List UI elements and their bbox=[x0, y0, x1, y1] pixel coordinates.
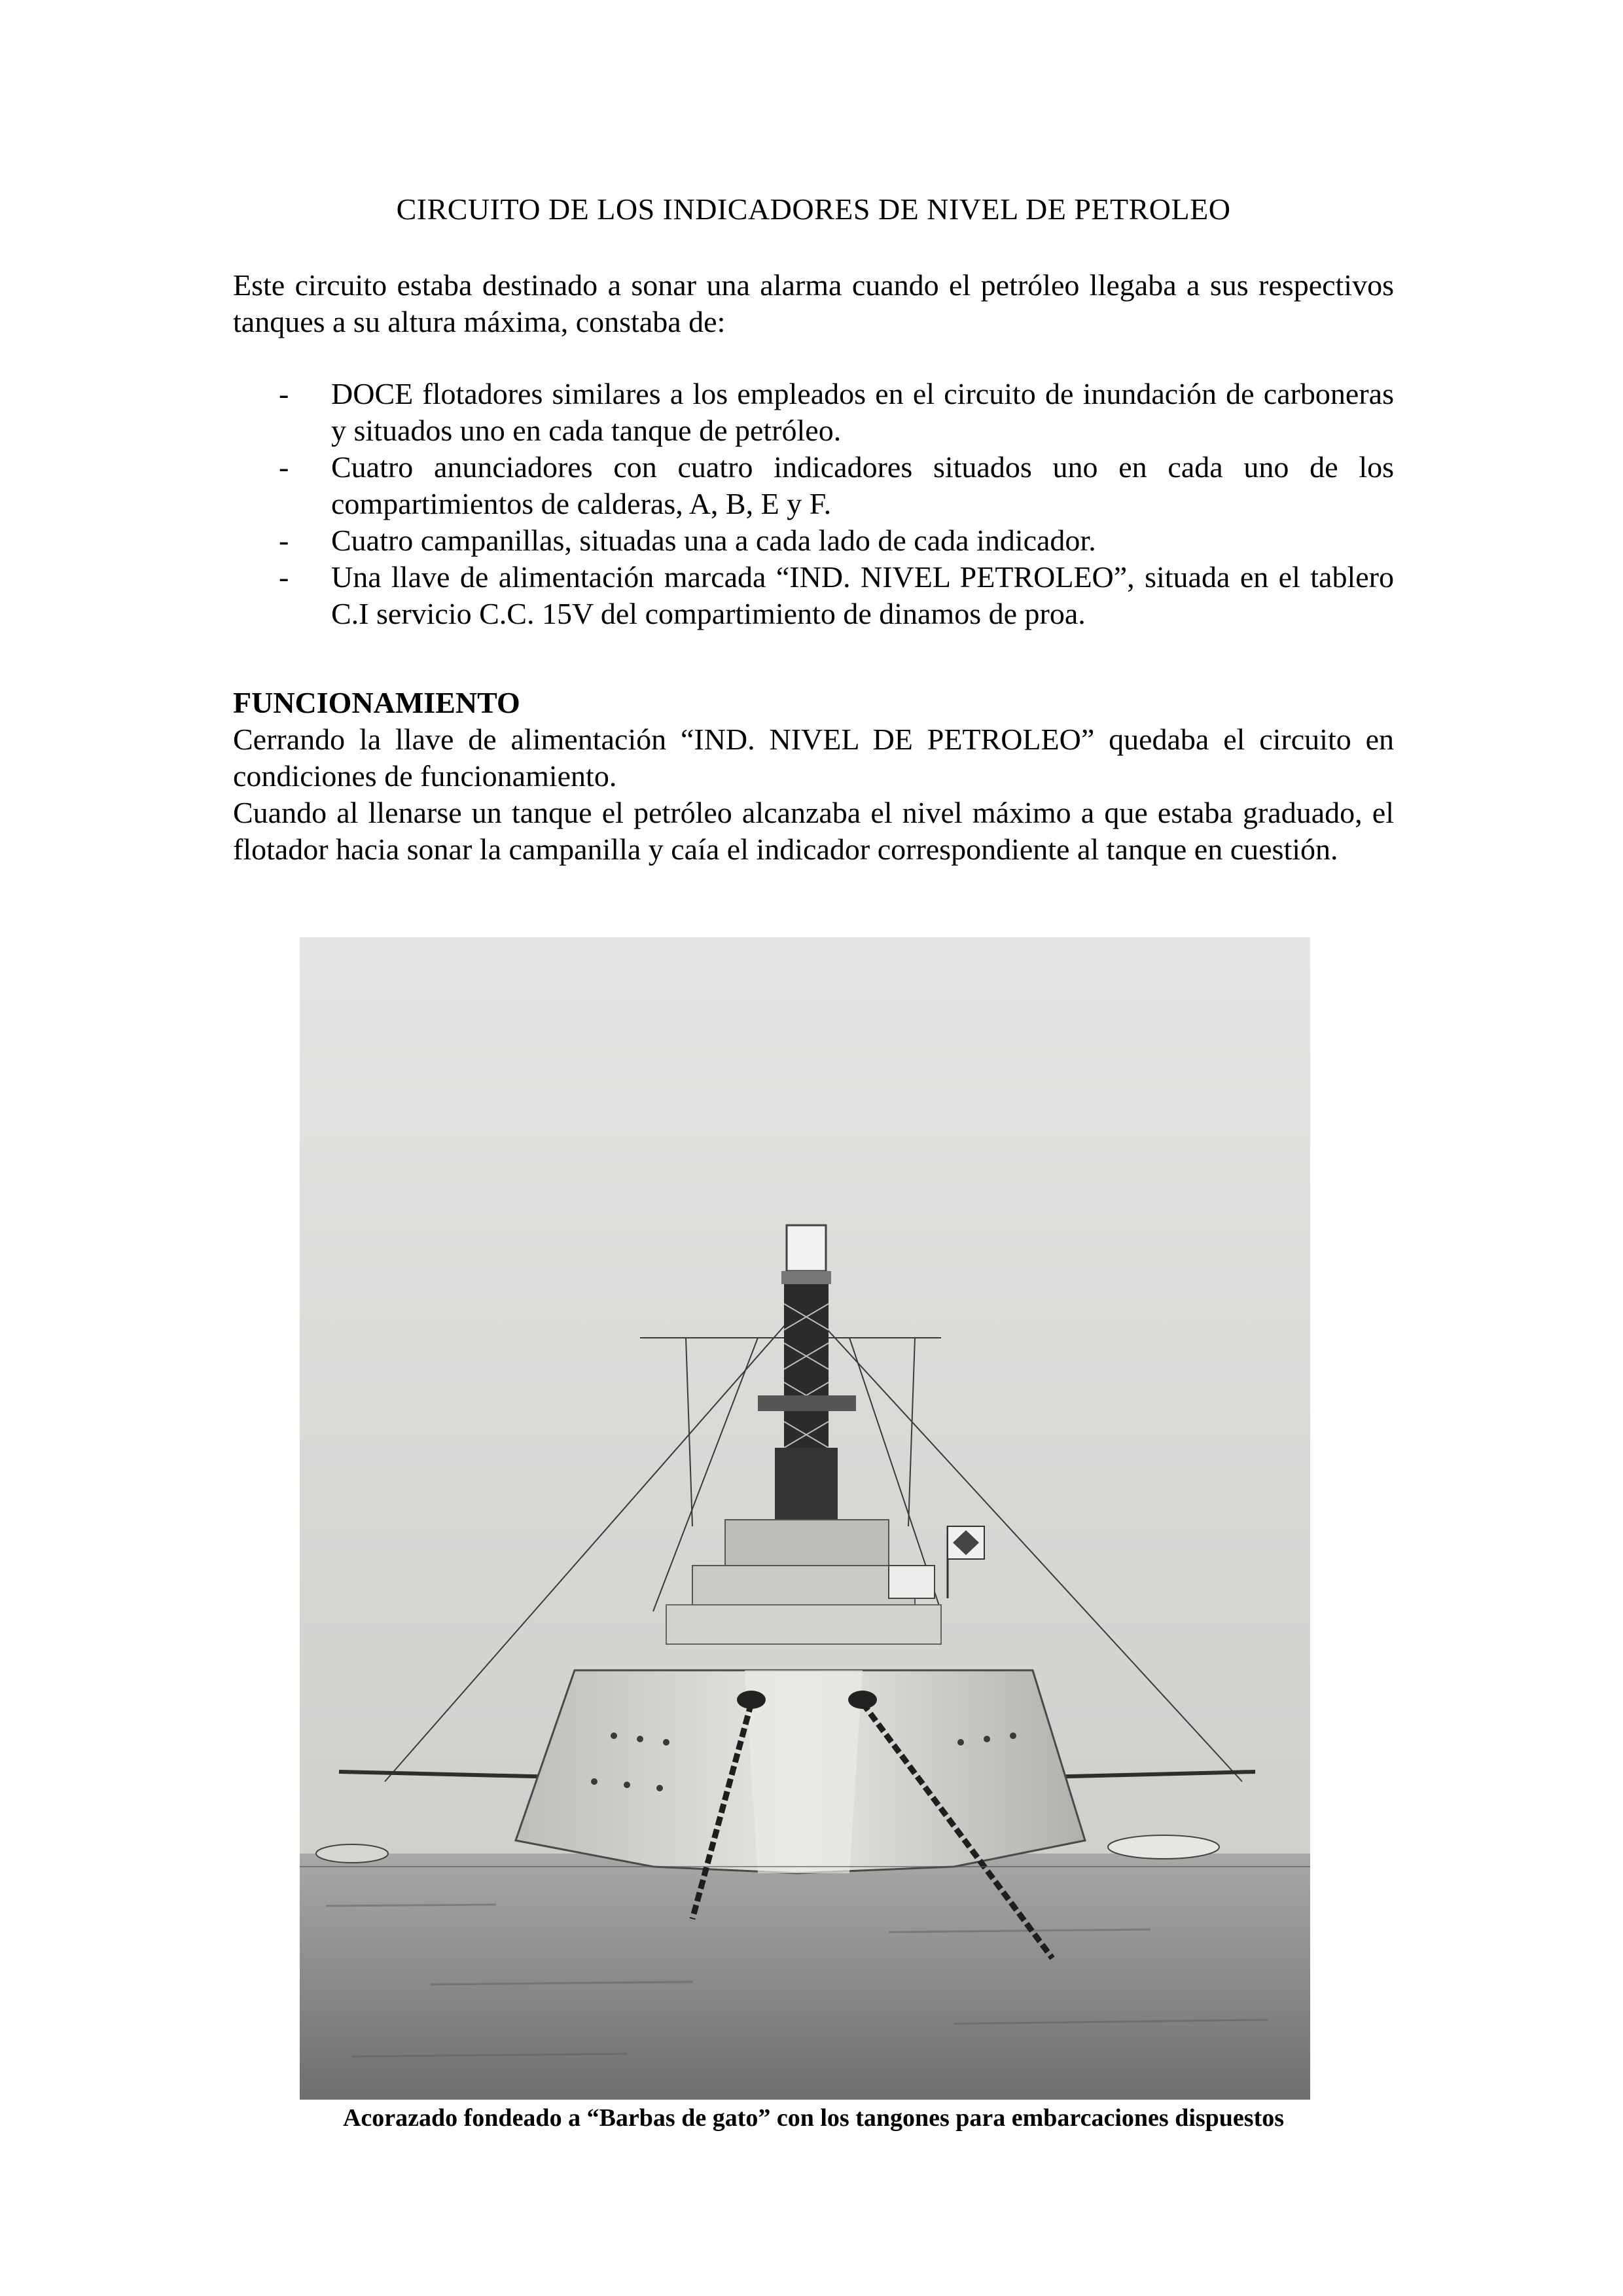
list-item bbox=[233, 376, 1394, 449]
functioning-paragraph-1: Cerrando la llave de alimentación “IND. NIVEL DE PETROLEO” quedaba el circuito en condiciones de funcionamiento. bbox=[233, 723, 1394, 793]
functioning-paragraph-2: Cuando al llenarse un tanque el petróleo alcanzaba el nivel máximo a que estaba graduado, el flotador hacia sonar la campanilla y caía el indicador correspondiente al tanque en cuestión. bbox=[233, 796, 1394, 866]
boat-right bbox=[1108, 1835, 1219, 1859]
boat-left bbox=[316, 1844, 388, 1863]
component-list bbox=[233, 376, 1394, 632]
list-item-text: Cuatro campanillas, situadas una a cada lado de cada indicador. bbox=[331, 524, 1096, 557]
page-title: CIRCUITO DE LOS INDICADORES DE NIVEL DE PETROLEO bbox=[396, 192, 1231, 226]
list-item-text: Una llave de alimentación marcada “IND. NIVEL PETROLEO”, situada en el tablero C.I servicio C.C. 15V del compartimiento de dinamos de proa. bbox=[331, 560, 1394, 630]
bullet-dash: - bbox=[279, 560, 289, 594]
bullet-dash: - bbox=[279, 524, 289, 557]
list-item bbox=[233, 449, 1394, 522]
battleship-photo bbox=[300, 937, 1310, 2100]
sea bbox=[300, 1854, 1310, 2100]
intro-paragraph: Este circuito estaba destinado a sonar una alarma cuando el petróleo llegaba a sus respectivos tanques a su altura máxima, constaba de: bbox=[233, 268, 1394, 338]
bullet-dash: - bbox=[279, 377, 289, 410]
list-item bbox=[233, 522, 1394, 559]
list-item-text: Cuatro anunciadores con cuatro indicadores situados uno en cada uno de los compartimientos de calderas, A, B, E y F. bbox=[331, 450, 1394, 520]
section-heading: FUNCIONAMIENTO bbox=[233, 686, 520, 719]
photo-caption: Acorazado fondeado a “Barbas de gato” con los tangones para embarcaciones dispuestos bbox=[342, 2104, 1285, 2132]
list-item bbox=[233, 559, 1394, 632]
battleship-illustration bbox=[300, 937, 1310, 2100]
bullet-dash: - bbox=[279, 450, 289, 484]
list-item-text: DOCE flotadores similares a los empleados en el circuito de inundación de carboneras y situados uno en cada tanque de petróleo. bbox=[331, 377, 1394, 447]
